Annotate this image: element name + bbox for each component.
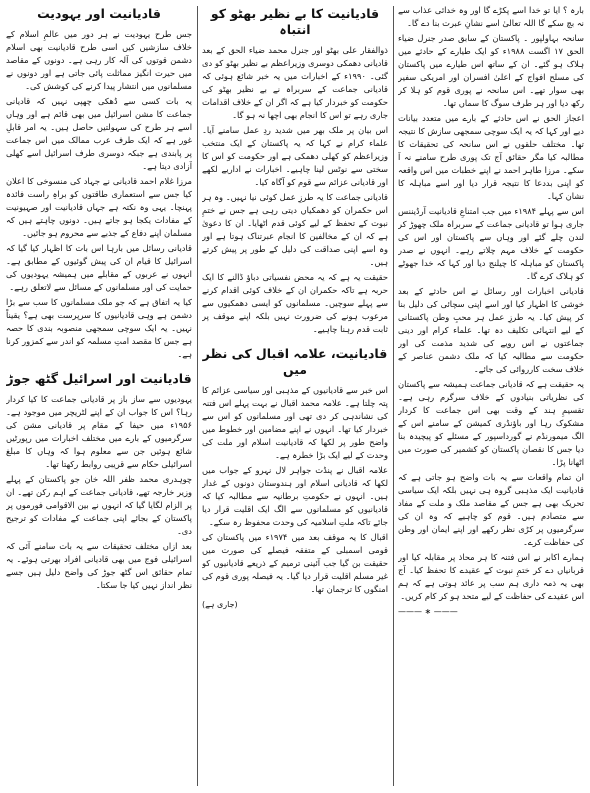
paragraph: چوہدری محمد ظفر اللہ خان جو پاکستان کے پہلے وزیر خارجہ تھے، قادیانی جماعت کے اہم رکن تھے۔ ان پر الزام لگایا گیا کہ انہوں نے بین الاقوامی فورموں پر پاکستان کے بجائے اپنی جماعت کے مفادات کو ترجیح دی۔ xyxy=(6,474,192,536)
column-right xyxy=(398,4,584,786)
paragraph: اس بیان پر ملک بھر میں شدید ردِ عمل سامنے آیا۔ علماء کرام نے کہا کہ یہ پاکستان کے ایک منتخب وزیراعظم کو کھلی دھمکی ہے اور حکومت کو اس کا سختی سے نوٹس لینا چاہیے۔ اخبارات نے اداریے لکھے اور قادیانی عزائم سے قوم کو آگاہ کیا۔ xyxy=(202,125,388,187)
paragraph: ان تمام واقعات سے یہ بات واضح ہو جاتی ہے کہ قادیانیت ایک مذہبی گروہ ہی نہیں بلکہ ایک سیاسی تحریک بھی ہے جس کے مقاصد ملک و ملت کے مفاد سے متصادم ہیں۔ قوم کو چاہیے کہ وہ ان کی سرگرمیوں پر کڑی نظر رکھے اور اپنے ایمان اور وطن کی حفاظت کرے۔ xyxy=(398,472,584,547)
paragraph: مرزا غلام احمد قادیانی نے جہاد کی منسوخی کا اعلان کیا جس سے استعماری طاقتوں کو براہِ راست فائدہ پہنچا۔ یہی وہ نکتہ ہے جہاں قادیانیت اور صہیونیت کے مفادات یکجا ہو جاتے ہیں۔ دونوں چاہتے ہیں کہ مسلمان اپنے دفاع کے جذبے سے محروم ہو جائیں۔ xyxy=(6,176,192,238)
paragraph: اس سے پہلے ۱۹۸۴ء میں جب امتناعِ قادیانیت آرڈیننس جاری ہوا تو قادیانی جماعت کے سربراہ ملک چھوڑ کر لندن چلے گئے اور وہاں سے پاکستان اور اس کی حکومت کے خلاف مہم چلاتے رہے۔ انہوں نے صدر پاکستان کو مباہلہ کا چیلنج دیا اور کہا کہ خدا جھوٹے کو ہلاک کرے گا۔ xyxy=(398,206,584,281)
section-heading: قادیانیت اور یہودیت xyxy=(37,6,161,21)
article-heading: قادیانیت کا بے نظیر بھٹو کو انتباہ xyxy=(210,6,380,37)
paragraph: یہودیوں سے ساز باز پر قادیانی جماعت کا کیا کردار رہا؟ اس کا جواب ان کے اپنے لٹریچر میں موجود ہے۔ ۱۹۵۶ء میں حیفا کے مقام پر قادیانی مشن کی سرگرمیوں کے بارے میں مختلف اخبارات میں رپورٹیں شائع ہوئیں جن سے معلوم ہوا کہ وہاں کا مبلغ اسرائیلی حکام سے قریبی روابط رکھتا تھا۔ xyxy=(6,394,192,469)
column-divider xyxy=(393,6,394,786)
paragraph: قادیانی رسائل میں بارہا اس بات کا اظہار کیا گیا کہ اسرائیل کا قیام ان کی پیش گوئیوں کے مطابق ہے۔ انہوں نے عربوں کے مقابلے میں ہمیشہ یہودیوں کی حمایت کی اور مسلمانوں کے مسائل سے لاتعلق رہے۔ xyxy=(6,243,192,292)
paragraph: جس طرح یہودیت نے ہر دور میں عالمِ اسلام کے خلاف سازشیں کیں اسی طرح قادیانیت بھی اسلام دشمن قوتوں کی آلہ کار رہی ہے۔ دونوں کے مقاصد میں حیرت انگیز مماثلت پائی جاتی ہے اور دونوں نے مسلمانوں میں انتشار پیدا کرنے کی کوشش کی۔ xyxy=(6,29,192,91)
paragraph: اس خبر سے قادیانیوں کے مذہبی اور سیاسی عزائم کا پتہ چلتا ہے۔ علامہ محمد اقبال نے بہت پہلے اس فتنہ کی نشاندہی کر دی تھی اور مسلمانوں کو اس سے خبردار کیا تھا۔ انہوں نے اپنے مضامین اور خطوط میں واضح طور پر لکھا کہ قادیانیت اسلام اور ملت کی وحدت کے لیے ایک بڑا خطرہ ہے۔ xyxy=(202,385,388,460)
paragraph: یہ بات کسی سے ڈھکی چھپی نہیں کہ قادیانی جماعت کا مشن اسرائیل میں بھی قائم ہے اور وہاں اسے ہر طرح کی سہولتیں حاصل ہیں۔ یہ امر قابلِ غور ہے کہ ایک طرف عرب ممالک میں اس جماعت پر پابندی ہے جبکہ دوسری طرف اسرائیل اسے کھلی آزادی دیتا ہے۔ xyxy=(6,96,192,171)
section-heading: قادیانیت، علامہ اقبال کی نظر میں xyxy=(202,346,388,377)
paragraph: بعد ازاں مختلف تحقیقات سے یہ بات سامنے آئی کہ اسرائیلی فوج میں بھی قادیانی افراد بھرتی ہوئے۔ یہ تمام حقائق اس گٹھ جوڑ کی واضح دلیل ہیں جسے نظر انداز نہیں کیا جا سکتا۔ xyxy=(6,541,192,590)
end-mark: ——— ∗ ——— xyxy=(398,607,458,616)
paragraph: کیا یہ اتفاق ہے کہ جو ملک مسلمانوں کا سب سے بڑا دشمن ہے وہی قادیانیوں کا سرپرست بھی ہے؟ یقیناً نہیں۔ یہ ایک سوچی سمجھی منصوبہ بندی کا حصہ ہے جس کا مقصد امتِ مسلمہ کو اندر سے کمزور کرنا ہے۔ xyxy=(6,297,192,359)
column-middle xyxy=(202,4,388,786)
paragraph: بارہ ؟ ایا تو خدا اسے پکڑے گا اور وہ خدائی عذاب سے نہ بچ سکے گا اللہ تعالیٰ اسے نشانِ عبرت بنا دے گا۔ xyxy=(398,5,584,28)
paragraph: سانحہ بہاولپور ۔ پاکستان کے سابق صدر جنرل ضیاء الحق ۱۷ اگست ۱۹۸۸ء کو ایک طیارے کے حادثے میں ہلاک ہو گئے۔ ان کے ساتھ اس طیارے میں پاکستان کی مسلح افواج کے اعلیٰ افسران اور امریکی سفیر بھی سوار تھے۔ اس سانحہ نے پوری قوم کو ہلا کر رکھ دیا اور ہر طرف سوگ کا سماں تھا۔ xyxy=(398,33,584,108)
column-left xyxy=(6,4,192,786)
section-heading: قادیانیت اور اسرائیل گٹھ جوڑ xyxy=(6,371,192,386)
paragraph: ذوالفقار علی بھٹو اور جنرل محمد ضیاء الحق کے بعد قادیانی دھمکی دوسری وزیراعظم بے نظیر بھٹو کو دی گئی۔ ۱۹۹۰ء کے اخبارات میں یہ خبر شائع ہوئی کہ قادیانی جماعت کے سربراہ نے بے نظیر بھٹو کی حکومت کو خبردار کیا ہے کہ اگر ان کے خلاف اقدامات جاری رہے تو اس کا انجام بھی اچھا نہ ہو گا۔ xyxy=(202,45,388,120)
paragraph: اقبال کا یہ موقف بعد میں ۱۹۷۴ء میں پاکستان کی قومی اسمبلی کے متفقہ فیصلے کی صورت میں حقیقت بن گیا جب آئینی ترمیم کے ذریعے قادیانیوں کو غیر مسلم اقلیت قرار دیا گیا۔ یہ فیصلہ پوری قوم کی امنگوں کا ترجمان تھا۔ xyxy=(202,532,388,594)
paragraph: ہمارے اکابر نے اس فتنہ کا ہر محاذ پر مقابلہ کیا اور قربانیاں دے کر ختمِ نبوت کے عقیدے کا تحفظ کیا۔ آج بھی یہ ذمہ داری ہم سب پر عائد ہوتی ہے کہ ہم اس عقیدے کی حفاظت کے لیے متحد ہو کر کام کریں۔ xyxy=(398,552,584,601)
continued-mark: (جاری ہے) xyxy=(202,600,238,609)
column-divider xyxy=(197,6,198,786)
paragraph: قادیانی اخبارات اور رسائل نے اس حادثے کے بعد خوشی کا اظہار کیا اور اسے اپنی سچائی کی دلیل بنا کر پیش کیا۔ یہ طرزِ عمل ہر محبِ وطن پاکستانی کے لیے انتہائی تکلیف دہ تھا۔ علماء کرام اور دینی جماعتوں نے اس رویے کی شدید مذمت کی اور حکومت سے مطالبہ کیا کہ ملک دشمن عناصر کے خلاف سخت کارروائی کی جائے۔ xyxy=(398,286,584,374)
paragraph: اعجاز الحق نے اس حادثے کے بارے میں متعدد بیانات دیے اور کہا کہ یہ ایک سوچی سمجھی سازش کا نتیجہ تھا۔ مختلف حلقوں نے اس سانحہ کی تحقیقات کا مطالبہ کیا مگر حقائق آج تک پوری طرح سامنے نہ آ سکے۔ مرزا طاہر احمد نے اپنے خطبات میں اس واقعہ کو اپنی بددعا کا نتیجہ قرار دیا اور اسے مباہلہ کا نشان کہا۔ xyxy=(398,113,584,201)
paragraph: علامہ اقبال نے پنڈت جواہر لال نہرو کے جواب میں لکھا کہ قادیانی اسلام اور ہندوستان دونوں کے غدار ہیں۔ انہوں نے حکومتِ برطانیہ سے مطالبہ کیا کہ قادیانیوں کو مسلمانوں سے الگ ایک اقلیت قرار دیا جائے تاکہ ملتِ اسلامیہ کی وحدت محفوظ رہ سکے۔ xyxy=(202,465,388,527)
paragraph: قادیانی جماعت کا یہ طرزِ عمل کوئی نیا نہیں۔ وہ ہر اس حکمران کو دھمکیاں دیتی رہی ہے جس نے ختمِ نبوت کے تحفظ کے لیے کوئی قدم اٹھایا۔ ان کا دعویٰ ہے کہ ان کے مخالفین کا انجام عبرتناک ہوتا ہے اور وہ اسے اپنی صداقت کی دلیل کے طور پر پیش کرتے ہیں۔ xyxy=(202,192,388,267)
paragraph: حقیقت یہ ہے کہ یہ محض نفسیاتی دباؤ ڈالنے کا ایک حربہ ہے تاکہ حکمران ان کے خلاف کوئی اقدام کرنے سے پہلے سوچیں۔ مسلمانوں کو ایسی دھمکیوں سے مرعوب ہونے کی ضرورت نہیں بلکہ اپنے موقف پر ثابت قدم رہنا چاہیے۔ xyxy=(202,272,388,334)
paragraph: یہ حقیقت ہے کہ قادیانی جماعت ہمیشہ سے پاکستان کی نظریاتی بنیادوں کے خلاف سرگرم رہی ہے۔ تقسیمِ ہند کے وقت بھی اس جماعت کا کردار مشکوک رہا اور باؤنڈری کمیشن کے سامنے اس کے الگ میمورنڈم نے گورداسپور کے مسئلے کو پیچیدہ بنا دیا جس کا نقصان پاکستان کو کشمیر کی صورت میں اٹھانا پڑا۔ xyxy=(398,379,584,467)
